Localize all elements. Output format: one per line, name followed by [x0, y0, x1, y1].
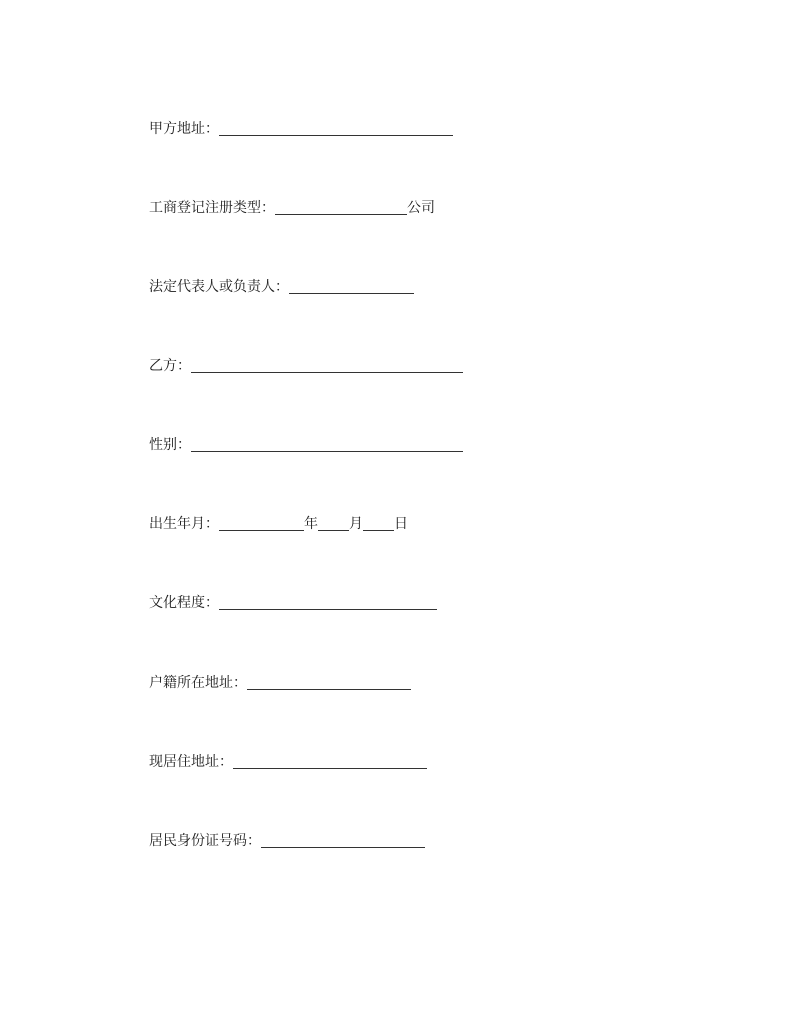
resident-id-number-field: [149, 828, 425, 850]
household-registration-address-field: [149, 670, 411, 692]
party-a-address-label: 甲方地址：: [149, 121, 219, 137]
household-registration-address-blank[interactable]: [247, 675, 411, 690]
month-unit: 月: [349, 516, 363, 532]
resident-id-number-blank[interactable]: [261, 833, 425, 848]
business-registration-type-field: [149, 195, 435, 217]
birth-date-label: 出生年月：: [149, 516, 219, 532]
year-unit: 年: [304, 516, 318, 532]
day-unit: 日: [394, 516, 408, 532]
education-level-field: [149, 590, 437, 612]
current-residence-address-label: 现居住地址：: [149, 754, 233, 770]
gender-label: 性别：: [149, 437, 191, 453]
business-registration-type-label: 工商登记注册类型：: [149, 200, 275, 216]
party-b-blank[interactable]: [191, 358, 463, 373]
party-b-label: 乙方：: [149, 358, 191, 374]
birth-day-blank[interactable]: [363, 516, 394, 531]
business-registration-type-blank[interactable]: [275, 200, 407, 215]
current-residence-address-blank[interactable]: [233, 754, 427, 769]
education-level-blank[interactable]: [219, 595, 437, 610]
legal-representative-field: [149, 274, 414, 296]
current-residence-address-field: [149, 749, 427, 771]
birth-month-blank[interactable]: [318, 516, 349, 531]
birth-year-blank[interactable]: [219, 516, 304, 531]
legal-representative-blank[interactable]: [289, 279, 414, 294]
birth-date-field: [149, 511, 408, 533]
company-suffix: 公司: [407, 200, 435, 216]
legal-representative-label: 法定代表人或负责人：: [149, 279, 289, 295]
resident-id-number-label: 居民身份证号码：: [149, 833, 261, 849]
education-level-label: 文化程度：: [149, 595, 219, 611]
party-a-address-field: [149, 116, 453, 138]
party-a-address-blank[interactable]: [219, 121, 453, 136]
gender-field: [149, 432, 463, 454]
household-registration-address-label: 户籍所在地址：: [149, 675, 247, 691]
party-b-field: [149, 353, 463, 375]
gender-blank[interactable]: [191, 437, 463, 452]
